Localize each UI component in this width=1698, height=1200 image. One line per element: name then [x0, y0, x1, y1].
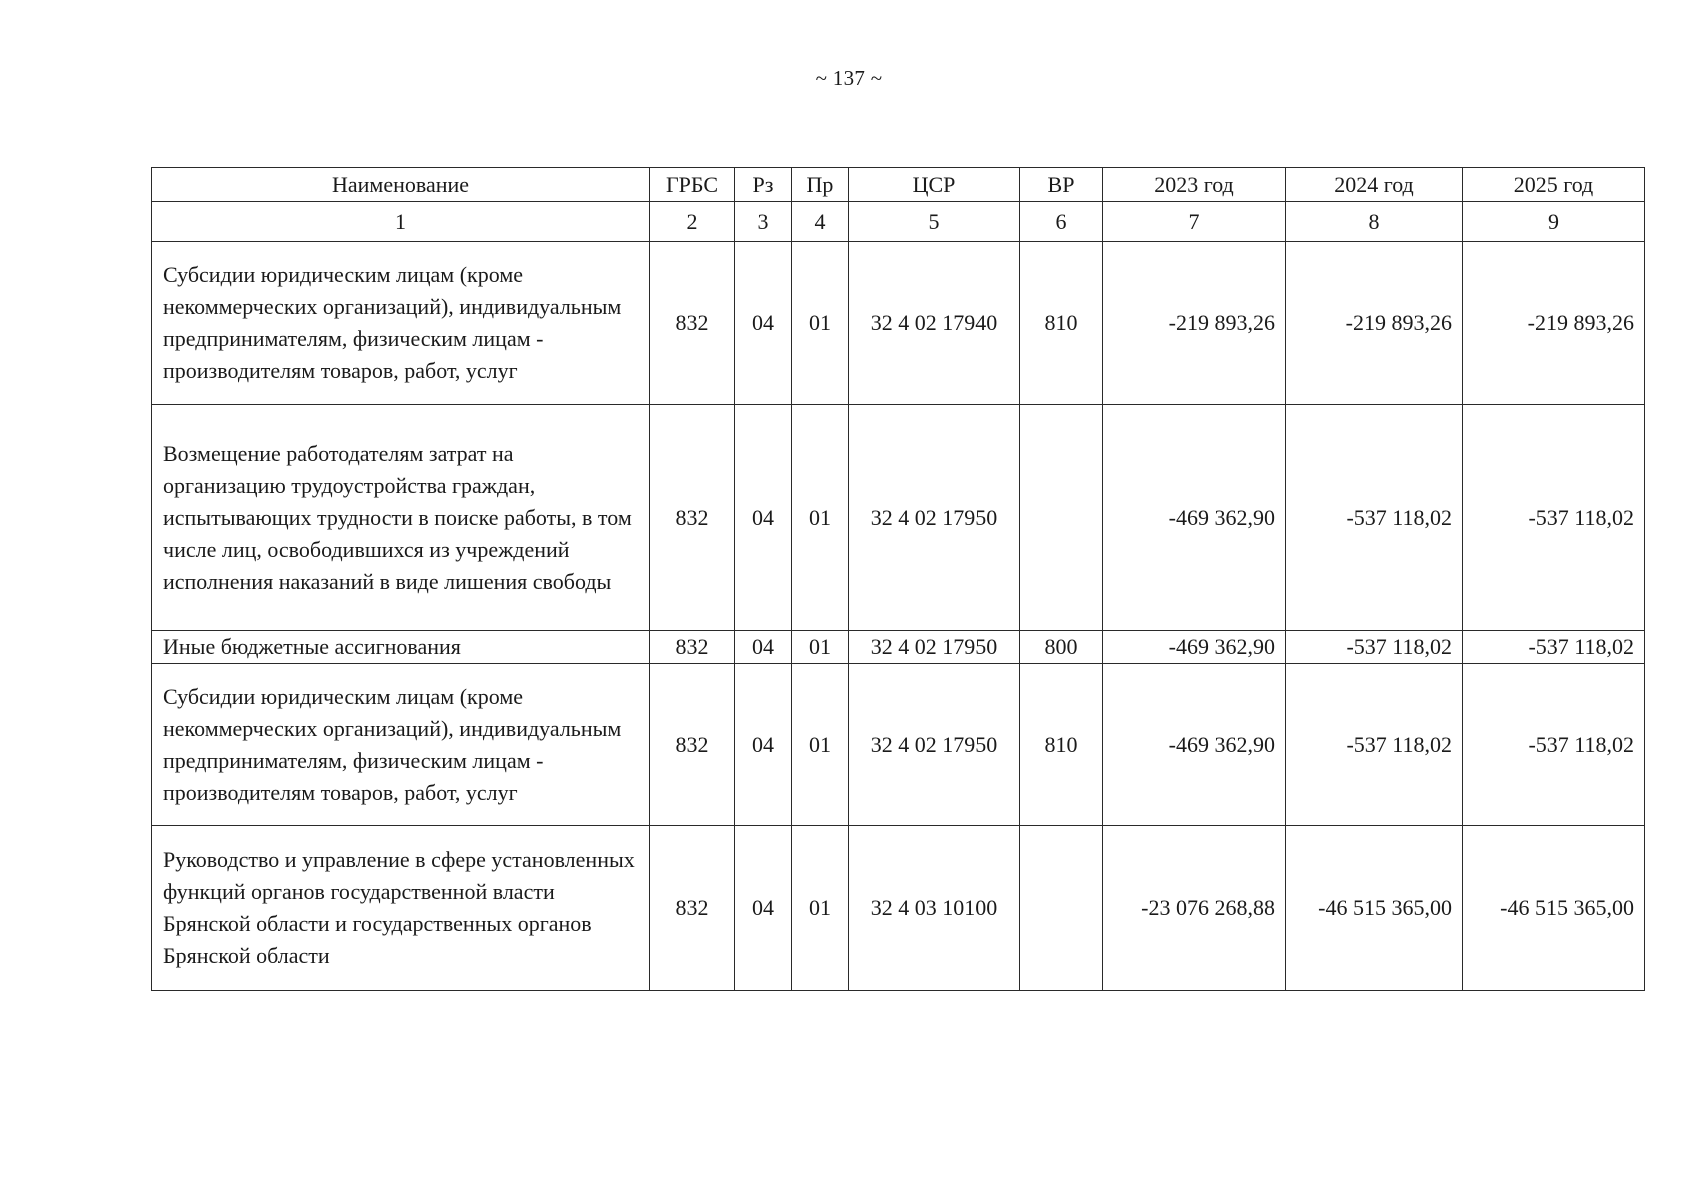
row-2024: -46 515 365,00 [1286, 826, 1463, 991]
row-vr [1020, 405, 1103, 631]
row-2024: -219 893,26 [1286, 242, 1463, 405]
row-csr: 32 4 03 10100 [849, 826, 1020, 991]
header-row [152, 168, 1645, 202]
row-rz: 04 [735, 242, 792, 405]
row-rz: 04 [735, 405, 792, 631]
row-name: Субсидии юридическим лицам (кроме некоммерческих организаций), индивидуальным предпринимателям, физическим лицам - производителям товаров, работ, услуг [152, 664, 650, 826]
table-row [152, 631, 1645, 664]
row-2025: -219 893,26 [1463, 242, 1645, 405]
column-number: 2 [650, 202, 735, 242]
row-grbs: 832 [650, 664, 735, 826]
table-row [152, 664, 1645, 826]
row-name: Субсидии юридическим лицам (кроме некоммерческих организаций), индивидуальным предпринимателям, физическим лицам - производителям товаров, работ, услуг [152, 242, 650, 405]
header-2024: 2024 год [1286, 168, 1463, 202]
row-vr: 810 [1020, 664, 1103, 826]
row-vr [1020, 826, 1103, 991]
row-name: Возмещение работодателям затрат на организацию трудоустройства граждан, испытывающих трудности в поиске работы, в том числе лиц, освободившихся из учреждений исполнения наказаний в виде лишения свободы [152, 405, 650, 631]
budget-table [151, 167, 1645, 991]
row-vr: 800 [1020, 631, 1103, 664]
column-number: 8 [1286, 202, 1463, 242]
row-2024: -537 118,02 [1286, 664, 1463, 826]
header-grbs: ГРБС [650, 168, 735, 202]
row-2023: -469 362,90 [1103, 631, 1286, 664]
row-grbs: 832 [650, 631, 735, 664]
row-2025: -537 118,02 [1463, 631, 1645, 664]
row-2023: -23 076 268,88 [1103, 826, 1286, 991]
table-row [152, 826, 1645, 991]
row-2025: -46 515 365,00 [1463, 826, 1645, 991]
row-2024: -537 118,02 [1286, 631, 1463, 664]
row-csr: 32 4 02 17950 [849, 405, 1020, 631]
row-name: Руководство и управление в сфере установленных функций органов государственной власти Брянской области и государственных органов Брянской области [152, 826, 650, 991]
header-2023: 2023 год [1103, 168, 1286, 202]
row-2025: -537 118,02 [1463, 405, 1645, 631]
column-number: 4 [792, 202, 849, 242]
row-csr: 32 4 02 17950 [849, 664, 1020, 826]
table-row [152, 242, 1645, 405]
row-rz: 04 [735, 631, 792, 664]
column-number: 7 [1103, 202, 1286, 242]
row-name: Иные бюджетные ассигнования [152, 631, 650, 664]
column-number: 6 [1020, 202, 1103, 242]
table-row [152, 405, 1645, 631]
row-csr: 32 4 02 17950 [849, 631, 1020, 664]
header-2025: 2025 год [1463, 168, 1645, 202]
column-number: 3 [735, 202, 792, 242]
row-2023: -219 893,26 [1103, 242, 1286, 405]
row-pr: 01 [792, 826, 849, 991]
row-vr: 810 [1020, 242, 1103, 405]
header-csr: ЦСР [849, 168, 1020, 202]
row-2023: -469 362,90 [1103, 405, 1286, 631]
header-rz: Рз [735, 168, 792, 202]
row-pr: 01 [792, 631, 849, 664]
header-name: Наименование [152, 168, 650, 202]
column-number-row [152, 202, 1645, 242]
row-csr: 32 4 02 17940 [849, 242, 1020, 405]
page-number: ~ 137 ~ [815, 66, 883, 90]
column-number: 1 [152, 202, 650, 242]
column-number: 9 [1463, 202, 1645, 242]
row-grbs: 832 [650, 826, 735, 991]
row-2023: -469 362,90 [1103, 664, 1286, 826]
header-pr: Пр [792, 168, 849, 202]
row-rz: 04 [735, 826, 792, 991]
row-rz: 04 [735, 664, 792, 826]
row-2025: -537 118,02 [1463, 664, 1645, 826]
row-pr: 01 [792, 405, 849, 631]
row-pr: 01 [792, 664, 849, 826]
row-grbs: 832 [650, 242, 735, 405]
header-vr: ВР [1020, 168, 1103, 202]
row-grbs: 832 [650, 405, 735, 631]
row-pr: 01 [792, 242, 849, 405]
row-2024: -537 118,02 [1286, 405, 1463, 631]
column-number: 5 [849, 202, 1020, 242]
